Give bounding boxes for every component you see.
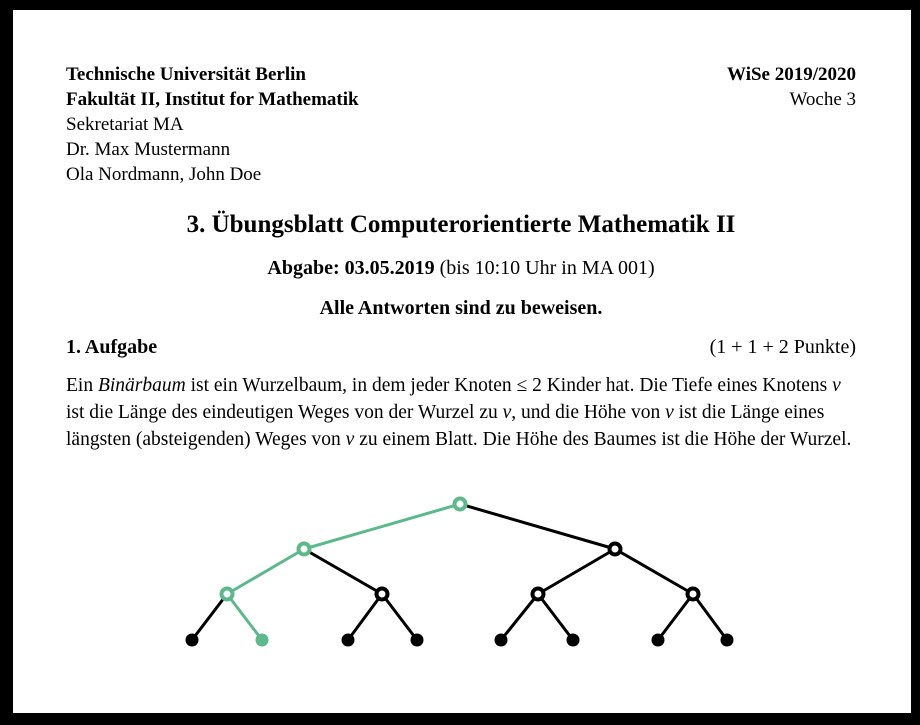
tree-edge bbox=[538, 549, 615, 594]
tree-node-leaf bbox=[256, 634, 269, 647]
math-term: v bbox=[502, 402, 512, 423]
tree-node-internal bbox=[222, 589, 233, 600]
text-segment: Ein bbox=[66, 375, 98, 396]
tree-edge bbox=[501, 594, 538, 640]
tree-edge bbox=[693, 594, 727, 640]
document-header bbox=[66, 62, 856, 187]
office-line: Sekretariat MA bbox=[66, 114, 184, 135]
tree-node-leaf bbox=[567, 634, 580, 647]
exercise-number: 1. Aufgabe bbox=[66, 336, 158, 358]
tree-edge bbox=[615, 549, 693, 594]
tree-edge bbox=[538, 594, 573, 640]
submission-date: Abgabe: 03.05.2019 bbox=[267, 257, 435, 279]
text-segment: zu einem Blatt. Die Höhe des Baumes ist die Höhe der Wurzel. bbox=[354, 429, 852, 450]
faculty-name: Fakultät II, Institut for Mathematik bbox=[66, 89, 359, 110]
tree-node-leaf bbox=[411, 634, 424, 647]
tree-node-internal bbox=[610, 544, 621, 555]
exercise-heading-row bbox=[66, 334, 856, 360]
submission-details: (bis 10:10 Uhr in MA 001) bbox=[434, 257, 655, 279]
page-title: 3. Übungsblatt Computerorientierte Mathematik II bbox=[186, 211, 736, 238]
math-term: v bbox=[665, 402, 674, 423]
exercise-paragraph bbox=[66, 372, 856, 453]
header-left-block bbox=[66, 62, 359, 187]
semester-line: WiSe 2019/2020 bbox=[727, 64, 856, 85]
math-term: v bbox=[832, 375, 841, 396]
exercise-points: (1 + 1 + 2 Punkte) bbox=[709, 336, 856, 358]
text-segment: , und die Höhe von bbox=[511, 402, 666, 423]
authors-line: Ola Nordmann, John Doe bbox=[66, 164, 262, 185]
lecturer-line: Dr. Max Mustermann bbox=[66, 139, 231, 160]
submission-line bbox=[66, 255, 856, 281]
tree-edge bbox=[382, 594, 417, 640]
tree-node-internal bbox=[455, 499, 466, 510]
tree-node-leaf bbox=[186, 634, 199, 647]
tree-node-leaf bbox=[652, 634, 665, 647]
tree-edge bbox=[460, 504, 615, 549]
institution-name: Technische Universität Berlin bbox=[66, 64, 306, 85]
proof-notice: Alle Antworten sind zu beweisen. bbox=[319, 297, 603, 319]
tree-edge bbox=[304, 504, 460, 549]
math-term: v bbox=[345, 429, 355, 450]
tree-edge bbox=[192, 594, 227, 640]
tree-node-leaf bbox=[342, 634, 355, 647]
tree-node-leaf bbox=[495, 634, 508, 647]
document-page bbox=[13, 10, 911, 713]
text-segment: ist die Länge des eindeutigen Weges von der Wurzel zu bbox=[66, 402, 503, 423]
tree-node-internal bbox=[377, 589, 388, 600]
text-segment: ist die Länge eines längsten (absteigenden) Weges von bbox=[66, 402, 825, 450]
tree-node-internal bbox=[533, 589, 544, 600]
tree-node-internal bbox=[688, 589, 699, 600]
tree-edge bbox=[304, 549, 382, 594]
tree-edge bbox=[348, 594, 382, 640]
tree-edge bbox=[227, 549, 304, 594]
math-term: Binärbaum bbox=[97, 375, 186, 396]
tree-node-leaf bbox=[721, 634, 734, 647]
tree-edge bbox=[658, 594, 693, 640]
header-right-block bbox=[727, 62, 856, 112]
text-segment: ist ein Wurzelbaum, in dem jeder Knoten ≤ 2 Kinder hat. Die Tiefe eines Knotens bbox=[185, 375, 833, 396]
binary-tree-diagram bbox=[150, 477, 790, 662]
week-line: Woche 3 bbox=[789, 89, 856, 110]
tree-node-internal bbox=[299, 544, 310, 555]
tree-edge bbox=[227, 594, 262, 640]
